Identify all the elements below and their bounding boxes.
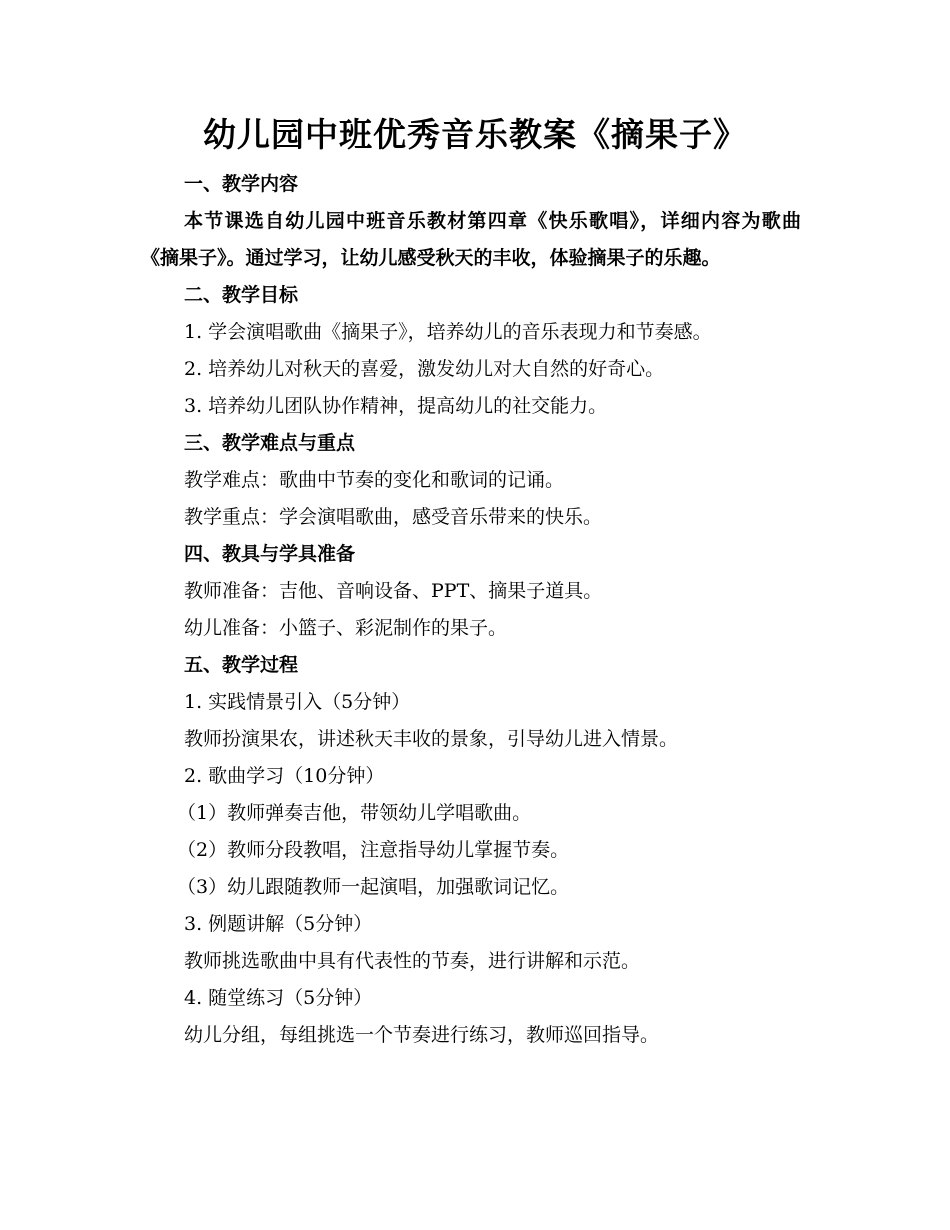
process-step-4: 4. 随堂练习（5分钟） — [184, 987, 373, 1009]
process-step-2-item: （3）幼儿跟随教师一起演唱，加强歌词记忆。 — [177, 876, 570, 898]
process-step-2: 2. 歌曲学习（10分钟） — [184, 765, 385, 787]
goal-item: 2. 培养幼儿对秋天的喜爱，激发幼儿对大自然的好奇心。 — [184, 358, 665, 380]
goal-item: 1. 学会演唱歌曲《摘果子》，培养幼儿的音乐表现力和节奏感。 — [184, 321, 712, 343]
section-heading-content: 一、教学内容 — [184, 173, 299, 195]
process-step-2-item: （1）教师弹奏吉他，带领幼儿学唱歌曲。 — [177, 802, 532, 824]
focus-text: 教学重点：学会演唱歌曲，感受音乐带来的快乐。 — [184, 506, 603, 528]
difficulty-text: 教学难点：歌曲中节奏的变化和歌词的记诵。 — [184, 469, 565, 491]
process-step-1-text: 教师扮演果农，讲述秋天丰收的景象，引导幼儿进入情景。 — [184, 728, 679, 750]
section-heading-difficulties: 三、教学难点与重点 — [184, 432, 356, 454]
teacher-materials: 教师准备：吉他、音响设备、PPT、摘果子道具。 — [184, 580, 603, 602]
document-body — [141, 166, 801, 1054]
content-paragraph: 本节课选自幼儿园中班音乐教材第四章《快乐歌唱》，详细内容为歌曲《摘果子》。通过学习，让幼儿感受秋天的丰收，体验摘果子的乐趣。 — [141, 210, 801, 269]
process-step-4-text: 幼儿分组，每组挑选一个节奏进行练习，教师巡回指导。 — [184, 1024, 660, 1046]
section-heading-process: 五、教学过程 — [184, 654, 299, 676]
goal-item: 3. 培养幼儿团队协作精神，提高幼儿的社交能力。 — [184, 395, 608, 417]
children-materials: 幼儿准备：小篮子、彩泥制作的果子。 — [184, 617, 508, 639]
section-heading-materials: 四、教具与学具准备 — [184, 543, 356, 565]
document-title: 幼儿园中班优秀音乐教案《摘果子》 — [203, 115, 747, 154]
process-step-2-item: （2）教师分段教唱，注意指导幼儿掌握节奏。 — [177, 839, 570, 861]
process-step-3: 3. 例题讲解（5分钟） — [184, 913, 373, 935]
process-step-1: 1. 实践情景引入（5分钟） — [184, 691, 411, 713]
section-heading-goals: 二、教学目标 — [184, 284, 299, 306]
process-step-3-text: 教师挑选歌曲中具有代表性的节奏，进行讲解和示范。 — [184, 950, 641, 972]
